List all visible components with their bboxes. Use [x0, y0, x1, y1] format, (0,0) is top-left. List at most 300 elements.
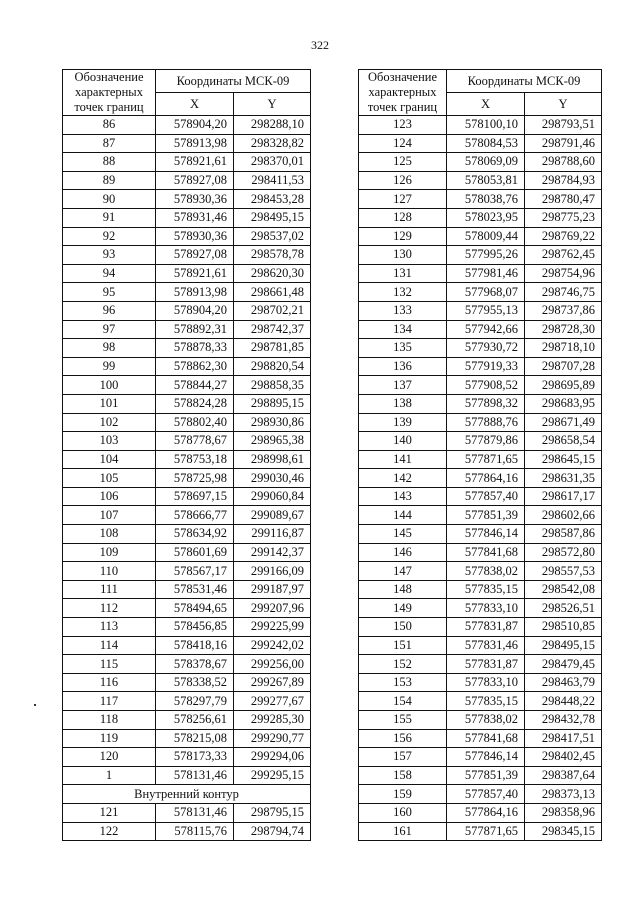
y-coordinate-cell: 298661,48	[234, 283, 311, 302]
table-row	[63, 339, 311, 358]
point-id-cell: 91	[63, 208, 156, 227]
x-coordinate-cell: 577831,87	[447, 618, 525, 637]
table-row	[359, 450, 602, 469]
table-row	[63, 692, 311, 711]
point-id-cell: 154	[359, 692, 447, 711]
table-row	[359, 469, 602, 488]
table-row	[63, 711, 311, 730]
x-coordinate-cell: 577955,13	[447, 301, 525, 320]
y-coordinate-cell: 298858,35	[234, 376, 311, 395]
table-row	[63, 673, 311, 692]
table-row	[359, 357, 602, 376]
point-id-cell: 122	[63, 822, 156, 841]
x-coordinate-cell: 578930,36	[156, 190, 234, 209]
x-coordinate-cell: 578115,76	[156, 822, 234, 841]
y-coordinate-cell: 298998,61	[234, 450, 311, 469]
table-row	[359, 171, 602, 190]
x-coordinate-cell: 578131,46	[156, 803, 234, 822]
table-row	[359, 413, 602, 432]
x-coordinate-cell: 578494,65	[156, 599, 234, 618]
y-coordinate-cell: 299166,09	[234, 562, 311, 581]
y-coordinate-cell: 298617,17	[525, 487, 602, 506]
x-coordinate-cell: 577831,87	[447, 655, 525, 674]
point-id-cell: 114	[63, 636, 156, 655]
x-coordinate-cell: 578456,85	[156, 618, 234, 637]
coordinates-table-right	[358, 69, 602, 841]
x-coordinate-cell: 578921,61	[156, 153, 234, 172]
point-id-cell: 148	[359, 580, 447, 599]
y-coordinate-cell: 298746,75	[525, 283, 602, 302]
point-id-cell: 119	[63, 729, 156, 748]
table-row	[63, 562, 311, 581]
point-id-cell: 117	[63, 692, 156, 711]
point-id-cell: 132	[359, 283, 447, 302]
x-coordinate-cell: 577851,39	[447, 766, 525, 785]
point-header: Обозначение характерных точек границ	[359, 70, 447, 116]
point-id-cell: 121	[63, 803, 156, 822]
x-coordinate-cell: 578131,46	[156, 766, 234, 785]
point-id-cell: 128	[359, 208, 447, 227]
x-coordinate-cell: 577846,14	[447, 525, 525, 544]
x-coordinate-cell: 578927,08	[156, 171, 234, 190]
point-id-cell: 141	[359, 450, 447, 469]
x-coordinate-cell: 578930,36	[156, 227, 234, 246]
y-coordinate-cell: 298820,54	[234, 357, 311, 376]
section-row	[63, 785, 311, 804]
point-id-cell: 99	[63, 357, 156, 376]
x-coordinate-cell: 577995,26	[447, 246, 525, 265]
y-coordinate-cell: 299030,46	[234, 469, 311, 488]
y-coordinate-cell: 298463,79	[525, 673, 602, 692]
table-row	[359, 432, 602, 451]
point-id-cell: 139	[359, 413, 447, 432]
y-coordinate-cell: 298631,35	[525, 469, 602, 488]
section-label: Внутренний контур	[63, 785, 311, 804]
point-id-cell: 125	[359, 153, 447, 172]
x-coordinate-cell: 578215,08	[156, 729, 234, 748]
y-coordinate-cell: 298695,89	[525, 376, 602, 395]
y-coordinate-cell: 299294,06	[234, 748, 311, 767]
table-row	[359, 803, 602, 822]
table-row	[63, 246, 311, 265]
table-row	[359, 487, 602, 506]
y-coordinate-cell: 298387,64	[525, 766, 602, 785]
y-coordinate-cell: 298645,15	[525, 450, 602, 469]
point-id-cell: 150	[359, 618, 447, 637]
point-id-cell: 98	[63, 339, 156, 358]
point-id-cell: 100	[63, 376, 156, 395]
x-coordinate-cell: 577846,14	[447, 748, 525, 767]
y-coordinate-cell: 298965,38	[234, 432, 311, 451]
y-coordinate-cell: 298373,13	[525, 785, 602, 804]
y-coordinate-cell: 298370,01	[234, 153, 311, 172]
x-coordinate-cell: 578601,69	[156, 543, 234, 562]
x-coordinate-cell: 577930,72	[447, 339, 525, 358]
table-row	[359, 729, 602, 748]
table-row	[63, 469, 311, 488]
x-coordinate-cell: 578084,53	[447, 134, 525, 153]
y-coordinate-cell: 298728,30	[525, 320, 602, 339]
point-id-cell: 145	[359, 525, 447, 544]
x-coordinate-cell: 578913,98	[156, 283, 234, 302]
x-coordinate-cell: 577835,15	[447, 580, 525, 599]
point-id-cell: 97	[63, 320, 156, 339]
point-id-cell: 130	[359, 246, 447, 265]
point-id-cell: 86	[63, 116, 156, 135]
table-row	[63, 487, 311, 506]
table-row	[63, 320, 311, 339]
x-coordinate-cell: 577898,32	[447, 394, 525, 413]
point-id-cell: 133	[359, 301, 447, 320]
y-coordinate-cell: 298402,45	[525, 748, 602, 767]
point-id-cell: 142	[359, 469, 447, 488]
y-coordinate-cell: 298510,85	[525, 618, 602, 637]
point-id-cell: 88	[63, 153, 156, 172]
y-coordinate-cell: 298762,45	[525, 246, 602, 265]
table-row	[63, 394, 311, 413]
point-id-cell: 127	[359, 190, 447, 209]
table-body	[63, 116, 311, 841]
table-row	[359, 134, 602, 153]
y-coordinate-cell: 298658,54	[525, 432, 602, 451]
x-coordinate-cell: 578913,98	[156, 134, 234, 153]
point-id-cell: 129	[359, 227, 447, 246]
x-coordinate-cell: 577838,02	[447, 711, 525, 730]
point-id-cell: 143	[359, 487, 447, 506]
table-row	[359, 227, 602, 246]
table-row	[63, 599, 311, 618]
point-id-cell: 113	[63, 618, 156, 637]
point-id-cell: 89	[63, 171, 156, 190]
coordinates-table-left	[62, 69, 311, 841]
table-row	[359, 543, 602, 562]
table-row	[63, 283, 311, 302]
x-coordinate-cell: 578173,33	[156, 748, 234, 767]
point-id-cell: 93	[63, 246, 156, 265]
point-id-cell: 135	[359, 339, 447, 358]
point-id-cell: 107	[63, 506, 156, 525]
table-row	[359, 711, 602, 730]
x-header: X	[447, 93, 525, 116]
point-id-cell: 149	[359, 599, 447, 618]
x-coordinate-cell: 578009,44	[447, 227, 525, 246]
point-id-cell: 159	[359, 785, 447, 804]
y-coordinate-cell: 298707,28	[525, 357, 602, 376]
y-coordinate-cell: 298572,80	[525, 543, 602, 562]
table-row	[359, 636, 602, 655]
table-row	[359, 748, 602, 767]
table-row	[63, 822, 311, 841]
x-coordinate-cell: 578802,40	[156, 413, 234, 432]
y-coordinate-cell: 298328,82	[234, 134, 311, 153]
x-coordinate-cell: 578697,15	[156, 487, 234, 506]
point-id-cell: 131	[359, 264, 447, 283]
x-coordinate-cell: 578778,67	[156, 432, 234, 451]
y-coordinate-cell: 298345,15	[525, 822, 602, 841]
x-coordinate-cell: 577864,16	[447, 469, 525, 488]
table-row	[63, 413, 311, 432]
table-row	[63, 655, 311, 674]
x-coordinate-cell: 578824,28	[156, 394, 234, 413]
table-row	[63, 190, 311, 209]
point-id-cell: 134	[359, 320, 447, 339]
x-coordinate-cell: 577888,76	[447, 413, 525, 432]
table-row	[63, 208, 311, 227]
table-row	[359, 320, 602, 339]
y-coordinate-cell: 298754,96	[525, 264, 602, 283]
table-row	[359, 599, 602, 618]
table-row	[63, 618, 311, 637]
y-coordinate-cell: 298775,23	[525, 208, 602, 227]
table-row	[359, 394, 602, 413]
table-row	[359, 264, 602, 283]
point-id-cell: 146	[359, 543, 447, 562]
y-coordinate-cell: 298781,85	[234, 339, 311, 358]
x-coordinate-cell: 577981,46	[447, 264, 525, 283]
page-number: 322	[311, 38, 329, 52]
point-id-cell: 137	[359, 376, 447, 395]
y-coordinate-cell: 299142,37	[234, 543, 311, 562]
point-id-cell: 161	[359, 822, 447, 841]
point-id-cell: 112	[63, 599, 156, 618]
point-id-cell: 158	[359, 766, 447, 785]
y-coordinate-cell: 298795,15	[234, 803, 311, 822]
point-id-cell: 136	[359, 357, 447, 376]
x-coordinate-cell: 578023,95	[447, 208, 525, 227]
y-coordinate-cell: 298448,22	[525, 692, 602, 711]
y-coordinate-cell: 299060,84	[234, 487, 311, 506]
y-coordinate-cell: 298417,51	[525, 729, 602, 748]
y-coordinate-cell: 298288,10	[234, 116, 311, 135]
y-coordinate-cell: 299089,67	[234, 506, 311, 525]
y-header: Y	[525, 93, 602, 116]
y-coordinate-cell: 298930,86	[234, 413, 311, 432]
point-id-cell: 87	[63, 134, 156, 153]
x-coordinate-cell: 577968,07	[447, 283, 525, 302]
table-row	[359, 525, 602, 544]
scan-dot	[34, 704, 36, 706]
y-coordinate-cell: 298702,21	[234, 301, 311, 320]
point-id-cell: 160	[359, 803, 447, 822]
x-coordinate-cell: 578862,30	[156, 357, 234, 376]
x-coordinate-cell: 577908,52	[447, 376, 525, 395]
y-coordinate-cell: 299207,96	[234, 599, 311, 618]
y-coordinate-cell: 298526,51	[525, 599, 602, 618]
y-coordinate-cell: 298411,53	[234, 171, 311, 190]
y-coordinate-cell: 298358,96	[525, 803, 602, 822]
table-row	[63, 301, 311, 320]
x-coordinate-cell: 578256,61	[156, 711, 234, 730]
table-row	[359, 190, 602, 209]
y-coordinate-cell: 298793,51	[525, 116, 602, 135]
y-coordinate-cell: 299225,99	[234, 618, 311, 637]
table-row	[359, 246, 602, 265]
table-row	[63, 580, 311, 599]
x-coordinate-cell: 578634,92	[156, 525, 234, 544]
x-coordinate-cell: 578892,31	[156, 320, 234, 339]
x-coordinate-cell: 578069,09	[447, 153, 525, 172]
x-header: X	[156, 93, 234, 116]
table-row	[63, 525, 311, 544]
table-row	[359, 506, 602, 525]
y-coordinate-cell: 299242,02	[234, 636, 311, 655]
y-coordinate-cell: 298780,47	[525, 190, 602, 209]
x-coordinate-cell: 577871,65	[447, 450, 525, 469]
x-coordinate-cell: 578418,16	[156, 636, 234, 655]
x-coordinate-cell: 577835,15	[447, 692, 525, 711]
y-coordinate-cell: 298495,15	[234, 208, 311, 227]
point-id-cell: 157	[359, 748, 447, 767]
point-id-cell: 94	[63, 264, 156, 283]
x-coordinate-cell: 578931,46	[156, 208, 234, 227]
table-row	[359, 822, 602, 841]
point-id-cell: 101	[63, 394, 156, 413]
table-row	[63, 376, 311, 395]
y-coordinate-cell: 299295,15	[234, 766, 311, 785]
point-id-cell: 153	[359, 673, 447, 692]
x-coordinate-cell: 578053,81	[447, 171, 525, 190]
y-coordinate-cell: 299256,00	[234, 655, 311, 674]
y-coordinate-cell: 298769,22	[525, 227, 602, 246]
x-coordinate-cell: 578038,76	[447, 190, 525, 209]
x-coordinate-cell: 578927,08	[156, 246, 234, 265]
y-coordinate-cell: 298791,46	[525, 134, 602, 153]
point-id-cell: 95	[63, 283, 156, 302]
point-id-cell: 115	[63, 655, 156, 674]
x-coordinate-cell: 578725,98	[156, 469, 234, 488]
point-id-cell: 151	[359, 636, 447, 655]
point-id-cell: 152	[359, 655, 447, 674]
point-id-cell: 109	[63, 543, 156, 562]
table-row	[63, 264, 311, 283]
x-coordinate-cell: 577838,02	[447, 562, 525, 581]
table-row	[359, 673, 602, 692]
coords-header: Координаты МСК-09	[156, 70, 311, 93]
table-row	[63, 227, 311, 246]
x-coordinate-cell: 577942,66	[447, 320, 525, 339]
x-coordinate-cell: 577851,39	[447, 506, 525, 525]
y-coordinate-cell: 298671,49	[525, 413, 602, 432]
table-row	[63, 766, 311, 785]
x-coordinate-cell: 578878,33	[156, 339, 234, 358]
x-coordinate-cell: 578904,20	[156, 301, 234, 320]
table-row	[359, 376, 602, 395]
x-coordinate-cell: 577833,10	[447, 599, 525, 618]
y-coordinate-cell: 299290,77	[234, 729, 311, 748]
x-coordinate-cell: 578666,77	[156, 506, 234, 525]
table-row	[359, 116, 602, 135]
table-row	[63, 729, 311, 748]
table-row	[359, 580, 602, 599]
x-coordinate-cell: 577841,68	[447, 543, 525, 562]
y-coordinate-cell: 298737,86	[525, 301, 602, 320]
x-coordinate-cell: 578844,27	[156, 376, 234, 395]
y-coordinate-cell: 298742,37	[234, 320, 311, 339]
point-id-cell: 102	[63, 413, 156, 432]
y-coordinate-cell: 298537,02	[234, 227, 311, 246]
x-coordinate-cell: 577864,16	[447, 803, 525, 822]
table-row	[63, 153, 311, 172]
point-id-cell: 147	[359, 562, 447, 581]
table-row	[359, 283, 602, 302]
x-coordinate-cell: 577919,33	[447, 357, 525, 376]
table-row	[359, 153, 602, 172]
table-row	[63, 171, 311, 190]
table-row	[359, 301, 602, 320]
y-coordinate-cell: 298453,28	[234, 190, 311, 209]
point-id-cell: 108	[63, 525, 156, 544]
table-row	[63, 803, 311, 822]
y-coordinate-cell: 298578,78	[234, 246, 311, 265]
y-coordinate-cell: 298557,53	[525, 562, 602, 581]
y-coordinate-cell: 298479,45	[525, 655, 602, 674]
x-coordinate-cell: 578297,79	[156, 692, 234, 711]
point-id-cell: 118	[63, 711, 156, 730]
x-coordinate-cell: 578531,46	[156, 580, 234, 599]
point-id-cell: 92	[63, 227, 156, 246]
table-row	[63, 748, 311, 767]
y-coordinate-cell: 299187,97	[234, 580, 311, 599]
table-row	[63, 506, 311, 525]
table-row	[359, 208, 602, 227]
x-coordinate-cell: 578338,52	[156, 673, 234, 692]
point-id-cell: 111	[63, 580, 156, 599]
y-coordinate-cell: 299285,30	[234, 711, 311, 730]
y-coordinate-cell: 298542,08	[525, 580, 602, 599]
y-coordinate-cell: 298788,60	[525, 153, 602, 172]
y-coordinate-cell: 298495,15	[525, 636, 602, 655]
table-row	[63, 116, 311, 135]
table-row	[359, 692, 602, 711]
y-coordinate-cell: 298895,15	[234, 394, 311, 413]
table-row	[359, 618, 602, 637]
point-id-cell: 116	[63, 673, 156, 692]
table-row	[63, 134, 311, 153]
point-id-cell: 106	[63, 487, 156, 506]
point-id-cell: 120	[63, 748, 156, 767]
x-coordinate-cell: 577841,68	[447, 729, 525, 748]
table-row	[63, 450, 311, 469]
y-coordinate-cell: 298602,66	[525, 506, 602, 525]
x-coordinate-cell: 578567,17	[156, 562, 234, 581]
y-coordinate-cell: 298587,86	[525, 525, 602, 544]
x-coordinate-cell: 578921,61	[156, 264, 234, 283]
y-coordinate-cell: 299116,87	[234, 525, 311, 544]
y-coordinate-cell: 299267,89	[234, 673, 311, 692]
point-id-cell: 140	[359, 432, 447, 451]
x-coordinate-cell: 578378,67	[156, 655, 234, 674]
table-row	[63, 357, 311, 376]
point-header: Обозначение характерных точек границ	[63, 70, 156, 116]
table-row	[63, 543, 311, 562]
x-coordinate-cell: 577857,40	[447, 785, 525, 804]
point-id-cell: 156	[359, 729, 447, 748]
table-row	[359, 339, 602, 358]
point-id-cell: 105	[63, 469, 156, 488]
x-coordinate-cell: 578753,18	[156, 450, 234, 469]
coords-header: Координаты МСК-09	[447, 70, 602, 93]
table-row	[359, 766, 602, 785]
table-row	[63, 432, 311, 451]
point-id-cell: 1	[63, 766, 156, 785]
point-id-cell: 104	[63, 450, 156, 469]
table-body	[359, 116, 602, 841]
point-id-cell: 124	[359, 134, 447, 153]
point-id-cell: 138	[359, 394, 447, 413]
point-id-cell: 123	[359, 116, 447, 135]
x-coordinate-cell: 578100,10	[447, 116, 525, 135]
x-coordinate-cell: 577833,10	[447, 673, 525, 692]
